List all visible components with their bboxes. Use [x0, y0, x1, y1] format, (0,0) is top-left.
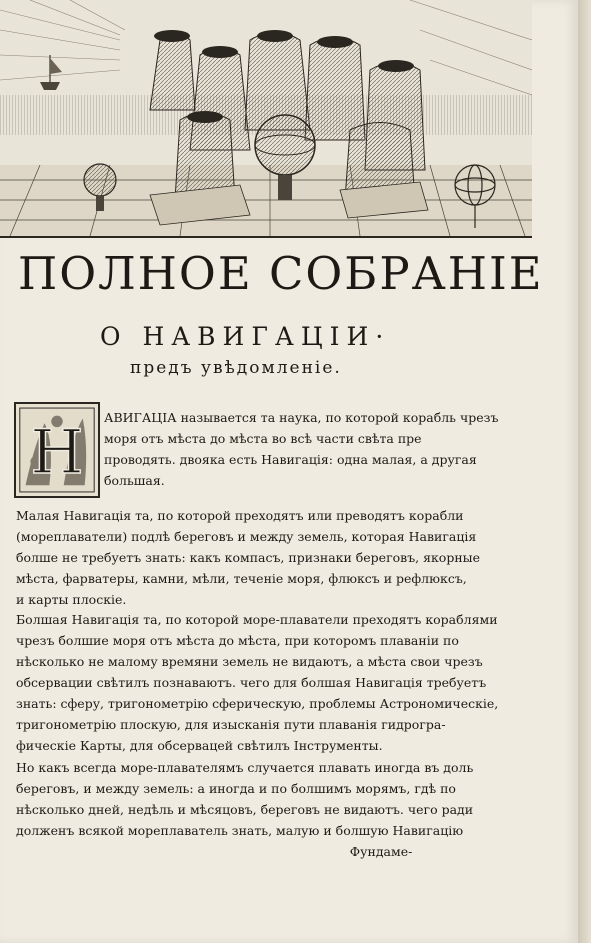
engraving-illustration — [0, 0, 532, 238]
initial-letter: Н — [30, 416, 84, 488]
paragraph-3: Болшая Навигація та, по которой море-плаватели преходятъ кораблями чрезъ болшие моря отъ мѣста до мѣста, при которомъ плаваніи по нѣсколько не малому времяни земель не видаютъ, а мѣста свои чрезъ обсервации свѣтилъ познаваютъ. чего для болшая Навигація требуетъ знать: сферу, тригонометрію сферическую, проблемы Астрономическіе, тригонометрію плоскую, для изысканія пути плаванія гидрогра- фическіе Карты, для обсервацей свѣтилъ Інструменты. — [16, 612, 499, 753]
decorative-initial-letter — [14, 402, 100, 498]
paragraph-1: АВИГАЦІА называется та наука, по которой корабль чрезъ моря отъ мѣста до мѣста во всѣ части свѣта пре проводять. двояка есть Навигація: одна малая, а другая большая. — [104, 410, 499, 488]
paragraph-4: Но какъ всегда море-плавателямъ случается плавать иногда въ доль береговъ, и между земель: а иногда и по болшимъ морямъ, гдѣ по нѣсколько дней, недѣль и мѣсяцовъ, береговъ не видаютъ. чего ради долженъ всякой мореплаватель знать, малую и болшую Навигацію Фундаме- — [16, 760, 474, 859]
page-edge — [578, 0, 591, 943]
page-subtitle: О НАВИГАЦІИ· — [100, 322, 391, 351]
paragraph-2: Малая Навигація та, по которой преходятъ или преводятъ корабли (мореплаватели) подлѣ береговъ и между земель, которая Навигація болше не требуетъ знать: какъ компасъ, признаки береговъ, якорные мѣста, фарватеры, камни, мѣли, теченіе моря, флюксъ и рефлюксъ, и карты плоскіе. — [16, 508, 480, 607]
section-heading: предъ увѣдомленіе. — [130, 358, 342, 378]
page-title: ПОЛНОЕ СОБРАНІЕ — [18, 247, 544, 300]
